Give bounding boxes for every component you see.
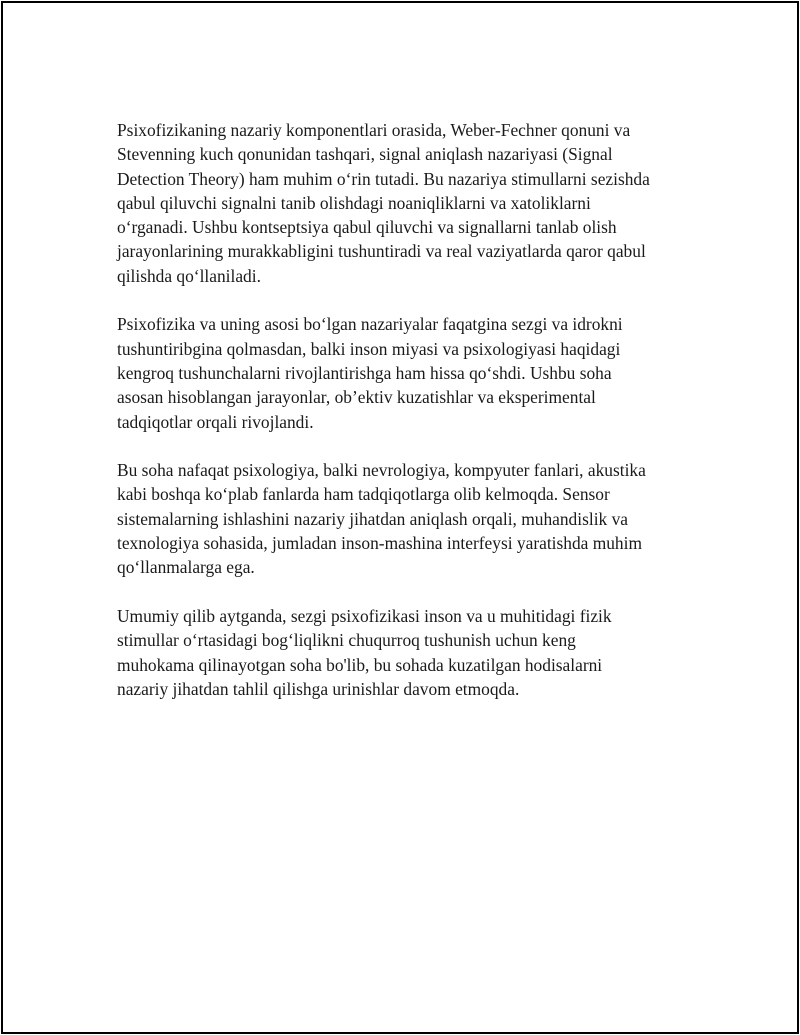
paragraph-3: Bu soha nafaqat psixologiya, balki nevrologiya, kompyuter fanlari, akustika kabi boshqa ko‘plab fanlarda ham tadqiqotlarga olib kelmoqda. Sensor sistemalarning ishlashini nazariy jihatdan aniqlash orqali, muhandislik va texnologiya sohasida, jumladan inson-mashina interfeysi yaratishda muhim qo‘llanmalarga ega. xyxy=(117,460,646,578)
paragraph-2: Psixofizika va uning asosi bo‘lgan nazariyalar faqatgina sezgi va idrokni tushuntiribgina qolmasdan, balki inson miyasi va psixologiyasi haqidagi kengroq tushunchalarni rivojlantirishga ham hissa qo‘shdi. Ushbu soha asosan hisoblangan jarayonlar, ob’ektiv kuzatishlar va eksperimental tadqiqotlar orqali rivojlandi. xyxy=(117,314,623,432)
document-body xyxy=(117,118,685,725)
paragraph-1: Psixofizikaning nazariy komponentlari orasida, Weber-Fechner qonuni va Stevenning kuch qonunidan tashqari, signal aniqlash nazariyasi (Signal Detection Theory) ham muhim o‘rin tutadi. Bu nazariya stimullarni sezishda qabul qiluvchi signalni tanib olishdagi noaniqliklarni va xatoliklarni o‘rganadi. Ushbu kontseptsiya qabul qiluvchi va signallarni tanlab olish jarayonlarining murakkabligini tushuntiradi va real vaziyatlarda qaror qabul qilishda qo‘llaniladi. xyxy=(117,120,650,286)
paragraph-4: Umumiy qilib aytganda, sezgi psixofizikasi inson va u muhitidagi fizik stimullar o‘rtasidagi bog‘liqlikni chuqurroq tushunish uchun keng muhokama qilinayotgan soha bo'lib, bu sohada kuzatilgan hodisalarni nazariy jihatdan tahlil qilishga urinishlar davom etmoqda. xyxy=(117,605,612,699)
